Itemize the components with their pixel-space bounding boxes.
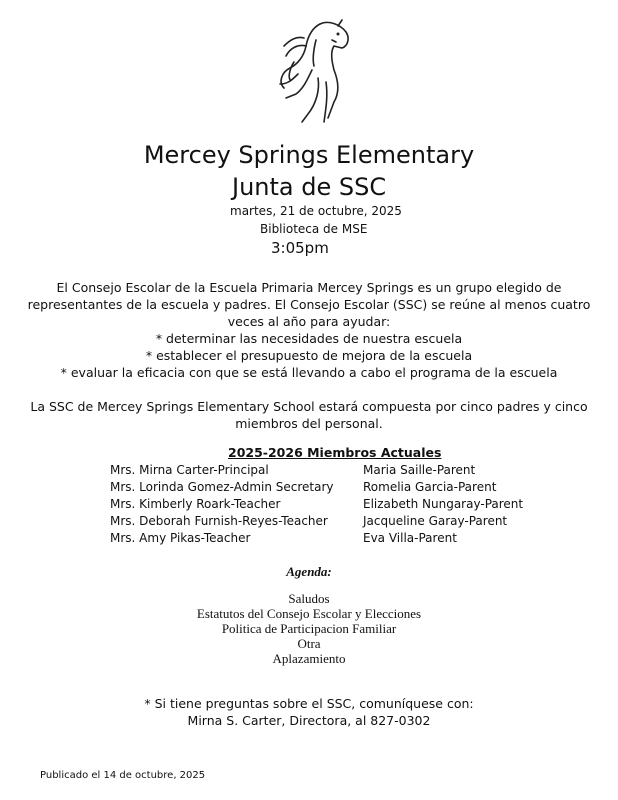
members-heading: 2025-2026 Miembros Actuales [228,445,442,460]
published-date: Publicado el 14 de octubre, 2025 [40,770,206,781]
agenda-list [0,591,618,666]
contact-info [0,695,618,729]
parent-member: Elizabeth Nungaray-Parent [363,497,524,511]
composition-line: miembros del personal. [235,416,383,431]
staff-member: Mrs. Mirna Carter-Principal [110,463,269,477]
staff-member: Mrs. Deborah Furnish-Reyes-Teacher [110,514,328,528]
intro-bullet: * determinar las necesidades de nuestra escuela [155,331,463,346]
agenda-item: Otra [297,636,321,651]
meeting-time: 3:05pm [271,239,329,257]
staff-members-list [110,462,334,547]
agenda-item: Estatutos del Consejo Escolar y Elecciones [196,606,422,621]
contact-line: Mirna S. Carter, Directora, al 827-0302 [187,713,431,728]
parent-members-list [363,462,523,547]
intro-line: El Consejo Escolar de la Escuela Primaria Mercey Springs es un grupo elegido de [56,280,562,295]
agenda-item: Saludos [288,591,330,606]
staff-member: Mrs. Lorinda Gomez-Admin Secretary [110,480,334,494]
intro-bullet: * evaluar la eficacia con que se está llevando a cabo el programa de la escuela [60,365,558,380]
intro-bullet: * establecer el presupuesto de mejora de la escuela [145,348,473,363]
agenda-heading: Agenda: [286,564,332,579]
meeting-date: martes, 21 de octubre, 2025 [230,204,402,218]
agenda-item: Aplazamiento [272,651,346,666]
staff-member: Mrs. Kimberly Roark-Teacher [110,497,281,511]
mustang-logo-icon [268,18,358,126]
parent-member: Maria Saille-Parent [363,463,476,477]
composition-line: La SSC de Mercey Springs Elementary School estará compuesta por cinco padres y cinco [30,399,588,414]
parent-member: Jacqueline Garay-Parent [363,514,508,528]
intro-line: veces al año para ayudar: [227,314,391,329]
intro-paragraph [0,279,618,381]
parent-member: Eva Villa-Parent [363,531,457,545]
meeting-location: Biblioteca de MSE [260,222,368,236]
composition-paragraph [0,398,618,432]
agenda-item: Politica de Participacion Familiar [221,621,397,636]
intro-line: representantes de la escuela y padres. El Consejo Escolar (SSC) se reúne al menos cuatro [27,297,591,312]
contact-line: * Si tiene preguntas sobre el SSC, comuníquese con: [144,696,474,711]
parent-member: Romelia Garcia-Parent [363,480,497,494]
meeting-title: Junta de SSC [232,173,387,201]
staff-member: Mrs. Amy Pikas-Teacher [110,531,251,545]
school-name: Mercey Springs Elementary [143,141,475,169]
